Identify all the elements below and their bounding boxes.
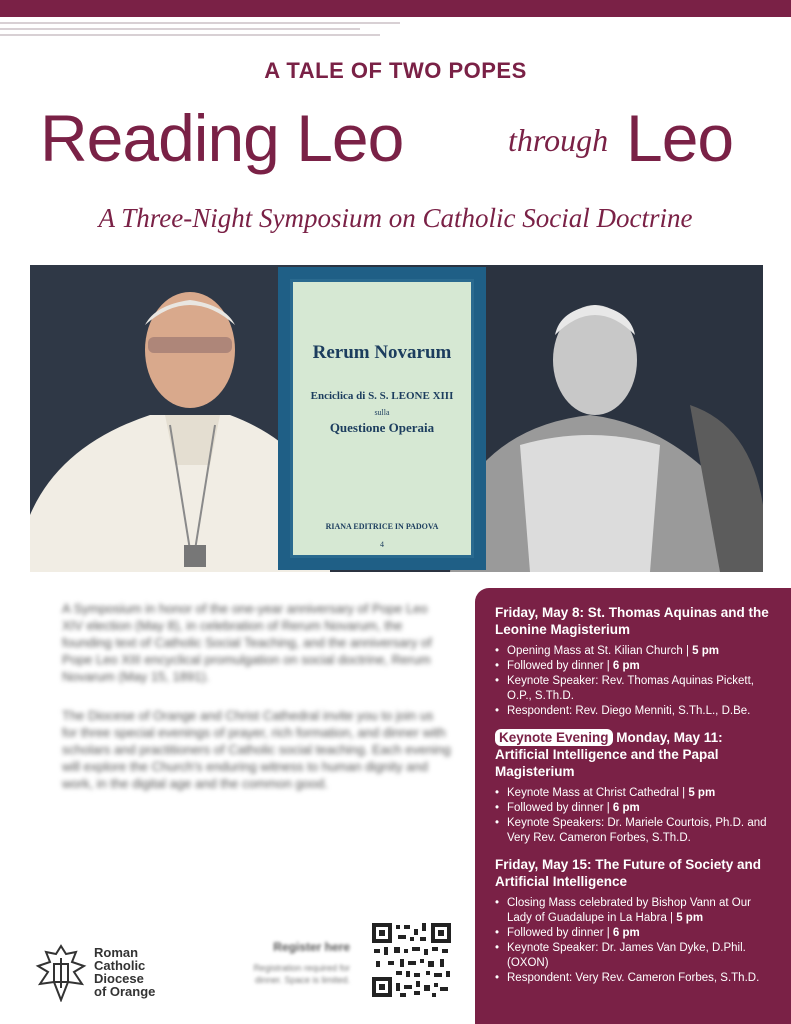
event-3-item: • Respondent: Very Rev. Cameron Forbes, S.Th.D. <box>495 971 775 986</box>
subtitle: A Three-Night Symposium on Catholic Social Doctrine <box>98 203 693 233</box>
events-panel <box>475 588 791 1024</box>
event-2-title: Keynote Evening Monday, May 11: Artificial Intelligence and the Papal Magisterium <box>495 730 723 779</box>
event-2-item: • Keynote Mass at Christ Cathedral | 5 pm <box>495 786 775 801</box>
event-1-item: • Respondent: Rev. Diego Menniti, S.Th.L., D.Be. <box>495 704 775 719</box>
event-3-item: • Closing Mass celebrated by Bishop Vann at Our Lady of Guadalupe in La Habra | 5 pm <box>495 896 775 926</box>
register-heading: Register here <box>273 940 350 954</box>
event-3-item: • Keynote Speaker: Dr. James Van Dyke, D.Phil. (OXON) <box>495 941 775 971</box>
event-2 <box>495 729 775 846</box>
logo-line-1: Roman <box>94 945 139 960</box>
intro-paragraph-1: A Symposium in honor of the one-year anniversary of Pope Leo XIV election (May 8), in celebration of Rerum Novarum, the founding text of Catholic Social Teaching, and the anniversary of Pope Leo XIII encyclical promulgation on social doctrine, Rerum Novarum (May 15, 1891). <box>62 601 432 684</box>
event-1 <box>495 604 775 719</box>
diocese-logo <box>32 944 212 1002</box>
book-publisher: RIANA EDITRICE IN PADOVA <box>325 522 439 531</box>
qr-code-icon[interactable] <box>370 921 453 999</box>
event-2-item: • Followed by dinner | 6 pm <box>495 801 775 816</box>
event-2-item: • Keynote Speakers: Dr. Mariele Courtois, Ph.D. and Very Rev. Cameron Forbes, S.Th.D. <box>495 816 775 846</box>
event-1-item: • Keynote Speaker: Rev. Thomas Aquinas Pickett, O.P., S.Th.D. <box>495 674 775 704</box>
book-title: Rerum Novarum <box>312 342 452 363</box>
event-1-title: Friday, May 8: St. Thomas Aquinas and the Leonine Magisterium <box>495 605 769 637</box>
event-2-details <box>495 786 775 846</box>
event-1-details <box>495 644 775 719</box>
event-3 <box>495 856 775 986</box>
intro-text <box>62 600 452 814</box>
book-subtitle-line2: sulla <box>374 408 390 417</box>
title-through: through <box>508 122 609 158</box>
title-leo: Leo <box>626 101 734 175</box>
book-number: 4 <box>380 540 384 549</box>
intro-paragraph-2: The Diocese of Orange and Christ Cathedral invite you to join us for three special evenings of prayer, rich formation, and dinner with scholars and practitioners of Catholic social teaching. Each evening will explore the Church's enduring witness to human dignity and work, in the digital age and the common good. <box>62 708 451 791</box>
book-subtitle-line1: Enciclica di S. S. LEONE XIII <box>310 390 454 402</box>
register-note: Registration required for dinner. Space is limited. <box>253 963 350 985</box>
event-1-item: • Opening Mass at St. Kilian Church | 5 pm <box>495 644 775 659</box>
rerum-novarum-book-cover <box>278 267 486 570</box>
decorative-lines <box>0 22 400 44</box>
logo-line-2: Catholic <box>94 958 146 973</box>
register-block <box>250 940 350 986</box>
event-3-title: Friday, May 15: The Future of Society and Artificial Intelligence <box>495 857 762 889</box>
logo-line-4: of Orange <box>94 984 156 999</box>
event-3-details <box>495 896 775 986</box>
logo-line-3: Diocese <box>94 971 144 986</box>
event-1-item: • Followed by dinner | 6 pm <box>495 659 775 674</box>
keynote-evening-badge: Keynote Evening <box>495 729 613 746</box>
title-reading-leo: Reading Leo <box>40 101 404 175</box>
main-title <box>0 92 791 182</box>
book-subtitle-line3: Questione Operaia <box>329 420 435 435</box>
diocese-crest-icon <box>32 944 90 1002</box>
event-3-item: • Followed by dinner | 6 pm <box>495 926 775 941</box>
top-band <box>0 0 791 17</box>
kicker-heading: A TALE OF TWO POPES <box>264 58 527 83</box>
